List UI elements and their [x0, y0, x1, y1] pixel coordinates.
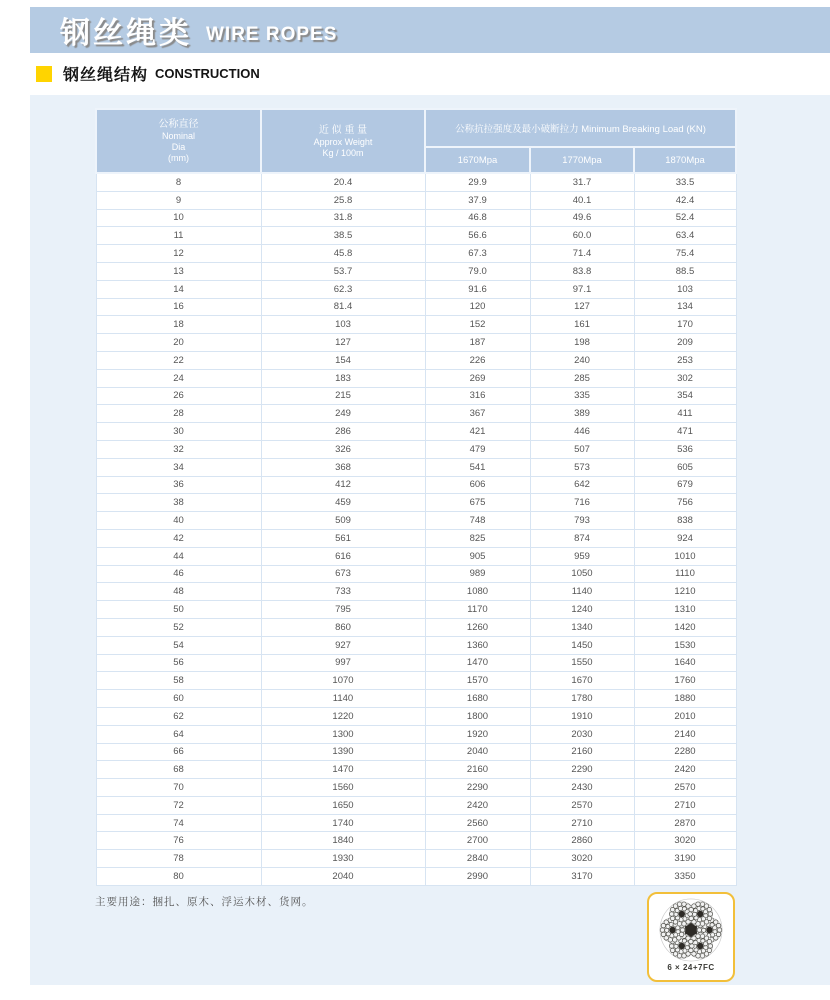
- header-nominal-dia-en2: Dia: [171, 142, 186, 152]
- table-cell: 45.8: [261, 245, 425, 263]
- table-cell: 30: [96, 423, 261, 441]
- table-cell: 3170: [530, 868, 634, 886]
- table-cell: 2710: [634, 796, 736, 814]
- table-cell: 269: [425, 369, 530, 387]
- table-cell: 675: [425, 494, 530, 512]
- table-cell: 1220: [261, 707, 425, 725]
- table-cell: 198: [530, 334, 634, 352]
- table-cell: 3190: [634, 850, 736, 868]
- table-row: [96, 707, 736, 725]
- table-cell: 34: [96, 458, 261, 476]
- table-cell: 11: [96, 227, 261, 245]
- table-cell: 573: [530, 458, 634, 476]
- table-cell: 40.1: [530, 191, 634, 209]
- table-row: [96, 868, 736, 886]
- table-row: [96, 387, 736, 405]
- table-row: [96, 796, 736, 814]
- table-cell: 42.4: [634, 191, 736, 209]
- table-cell: 209: [634, 334, 736, 352]
- table-cell: 53.7: [261, 262, 425, 280]
- page-banner: [30, 7, 830, 53]
- rope-cross-section-icon: [657, 897, 725, 963]
- table-cell: 673: [261, 565, 425, 583]
- table-cell: 795: [261, 601, 425, 619]
- table-cell: 642: [530, 476, 634, 494]
- table-cell: 411: [634, 405, 736, 423]
- table-row: [96, 743, 736, 761]
- table-cell: 44: [96, 547, 261, 565]
- header-approx-weight-en1: Approx Weight: [313, 136, 373, 147]
- header-1770mpa: 1770Mpa: [530, 147, 634, 173]
- table-cell: 2140: [634, 725, 736, 743]
- banner-title-en: WIRE ROPES: [206, 24, 338, 45]
- table-row: [96, 227, 736, 245]
- table-cell: 2030: [530, 725, 634, 743]
- table-cell: 97.1: [530, 280, 634, 298]
- table-cell: 679: [634, 476, 736, 494]
- table-cell: 33.5: [634, 173, 736, 191]
- table-cell: 3350: [634, 868, 736, 886]
- table-cell: 58: [96, 672, 261, 690]
- usage-note: 主要用途：捆扎、原木、浮运木材、货网。: [95, 896, 314, 908]
- table-row: [96, 832, 736, 850]
- table-cell: 60.0: [530, 227, 634, 245]
- table-cell: 1360: [425, 636, 530, 654]
- table-row: [96, 245, 736, 263]
- content-panel: [30, 95, 830, 985]
- table-cell: 48: [96, 583, 261, 601]
- table-row: [96, 654, 736, 672]
- table-cell: 1300: [261, 725, 425, 743]
- table-cell: 63.4: [634, 227, 736, 245]
- table-cell: 20: [96, 334, 261, 352]
- table-cell: 70: [96, 779, 261, 797]
- header-nominal-dia-zh: 公称直径: [158, 119, 199, 130]
- table-cell: 1010: [634, 547, 736, 565]
- table-cell: 2570: [530, 796, 634, 814]
- table-cell: 42: [96, 529, 261, 547]
- table-cell: 1070: [261, 672, 425, 690]
- table-cell: 924: [634, 529, 736, 547]
- section-heading: [36, 62, 260, 85]
- table-cell: 22: [96, 351, 261, 369]
- table-cell: 733: [261, 583, 425, 601]
- table-cell: 1450: [530, 636, 634, 654]
- table-row: [96, 316, 736, 334]
- table-cell: 1240: [530, 601, 634, 619]
- table-cell: 64: [96, 725, 261, 743]
- table-cell: 989: [425, 565, 530, 583]
- table-row: [96, 298, 736, 316]
- table-cell: 25.8: [261, 191, 425, 209]
- table-cell: 2290: [530, 761, 634, 779]
- table-cell: 2160: [425, 761, 530, 779]
- table-cell: 28: [96, 405, 261, 423]
- table-cell: 536: [634, 440, 736, 458]
- table-cell: 62: [96, 707, 261, 725]
- table-cell: 161: [530, 316, 634, 334]
- table-cell: 127: [530, 298, 634, 316]
- table-cell: 1930: [261, 850, 425, 868]
- table-row: [96, 512, 736, 530]
- table-cell: 215: [261, 387, 425, 405]
- table-cell: 78: [96, 850, 261, 868]
- table-cell: 2430: [530, 779, 634, 797]
- table-cell: 335: [530, 387, 634, 405]
- table-row: [96, 280, 736, 298]
- table-cell: 606: [425, 476, 530, 494]
- table-row: [96, 761, 736, 779]
- table-cell: 24: [96, 369, 261, 387]
- table-cell: 2420: [634, 761, 736, 779]
- table-cell: 20.4: [261, 173, 425, 191]
- table-cell: 8: [96, 173, 261, 191]
- table-cell: 716: [530, 494, 634, 512]
- table-cell: 1560: [261, 779, 425, 797]
- table-cell: 16: [96, 298, 261, 316]
- table-cell: 302: [634, 369, 736, 387]
- table-body: [96, 173, 736, 885]
- header-1670mpa: 1670Mpa: [425, 147, 530, 173]
- table-cell: 1210: [634, 583, 736, 601]
- yellow-bullet-icon: [36, 66, 52, 82]
- table-cell: 1390: [261, 743, 425, 761]
- table-cell: 253: [634, 351, 736, 369]
- table-cell: 2990: [425, 868, 530, 886]
- table-cell: 54: [96, 636, 261, 654]
- header-approx-weight-en2: Kg / 100m: [322, 147, 364, 158]
- table-cell: 187: [425, 334, 530, 352]
- table-cell: 40: [96, 512, 261, 530]
- rope-construction-label: 6 × 24+7FC: [667, 963, 715, 972]
- table-cell: 1530: [634, 636, 736, 654]
- banner-title-zh: 钢丝绳类: [60, 17, 192, 50]
- table-cell: 326: [261, 440, 425, 458]
- header-nominal-dia-en3: (mm): [168, 153, 189, 163]
- table-cell: 66: [96, 743, 261, 761]
- table-cell: 507: [530, 440, 634, 458]
- table-cell: 46.8: [425, 209, 530, 227]
- table-row: [96, 565, 736, 583]
- table-cell: 2280: [634, 743, 736, 761]
- table-row: [96, 209, 736, 227]
- table-row: [96, 601, 736, 619]
- table-cell: 170: [634, 316, 736, 334]
- table-cell: 46: [96, 565, 261, 583]
- table-cell: 412: [261, 476, 425, 494]
- table-cell: 1170: [425, 601, 530, 619]
- table-cell: 26: [96, 387, 261, 405]
- table-cell: 927: [261, 636, 425, 654]
- table-row: [96, 369, 736, 387]
- table-row: [96, 636, 736, 654]
- rope-cross-section-box: [647, 892, 735, 982]
- table-cell: 152: [425, 316, 530, 334]
- table-row: [96, 672, 736, 690]
- table-cell: 446: [530, 423, 634, 441]
- table-row: [96, 690, 736, 708]
- table-cell: 9: [96, 191, 261, 209]
- table-cell: 1550: [530, 654, 634, 672]
- table-cell: 240: [530, 351, 634, 369]
- table-cell: 1420: [634, 618, 736, 636]
- table-cell: 997: [261, 654, 425, 672]
- table-cell: 1800: [425, 707, 530, 725]
- table-cell: 3020: [530, 850, 634, 868]
- table-cell: 91.6: [425, 280, 530, 298]
- table-cell: 10: [96, 209, 261, 227]
- table-cell: 285: [530, 369, 634, 387]
- table-cell: 2290: [425, 779, 530, 797]
- table-cell: 1910: [530, 707, 634, 725]
- table-cell: 74: [96, 814, 261, 832]
- table-cell: 88.5: [634, 262, 736, 280]
- table-cell: 1470: [425, 654, 530, 672]
- table-row: [96, 850, 736, 868]
- table-cell: 2870: [634, 814, 736, 832]
- table-cell: 2840: [425, 850, 530, 868]
- table-row: [96, 334, 736, 352]
- section-title-zh: 钢丝绳结构: [63, 67, 149, 84]
- table-cell: 13: [96, 262, 261, 280]
- table-cell: 1310: [634, 601, 736, 619]
- table-cell: 62.3: [261, 280, 425, 298]
- table-cell: 37.9: [425, 191, 530, 209]
- table-row: [96, 618, 736, 636]
- table-row: [96, 583, 736, 601]
- table-cell: 561: [261, 529, 425, 547]
- table-cell: 421: [425, 423, 530, 441]
- table-cell: 1470: [261, 761, 425, 779]
- table-cell: 31.8: [261, 209, 425, 227]
- table-cell: 354: [634, 387, 736, 405]
- table-cell: 616: [261, 547, 425, 565]
- table-cell: 1740: [261, 814, 425, 832]
- table-cell: 49.6: [530, 209, 634, 227]
- table-cell: 1260: [425, 618, 530, 636]
- table-cell: 134: [634, 298, 736, 316]
- table-cell: 38: [96, 494, 261, 512]
- table-row: [96, 405, 736, 423]
- table-row: [96, 458, 736, 476]
- table-cell: 2560: [425, 814, 530, 832]
- table-cell: 1340: [530, 618, 634, 636]
- table-row: [96, 814, 736, 832]
- table-row: [96, 173, 736, 191]
- table-cell: 81.4: [261, 298, 425, 316]
- table-cell: 509: [261, 512, 425, 530]
- spec-table: [95, 108, 737, 886]
- table-cell: 60: [96, 690, 261, 708]
- spec-table-head: [96, 109, 736, 173]
- table-row: [96, 725, 736, 743]
- table-cell: 605: [634, 458, 736, 476]
- header-breaking-load-group: 公称抗拉强度及最小破断拉力 Minimum Breaking Load (KN): [425, 109, 736, 147]
- table-cell: 2420: [425, 796, 530, 814]
- table-cell: 389: [530, 405, 634, 423]
- table-cell: 76: [96, 832, 261, 850]
- header-approx-weight: [261, 109, 425, 173]
- table-cell: 1780: [530, 690, 634, 708]
- table-cell: 1760: [634, 672, 736, 690]
- table-cell: 14: [96, 280, 261, 298]
- header-approx-weight-zh: 近 似 重 量: [318, 124, 368, 136]
- table-cell: 367: [425, 405, 530, 423]
- table-cell: 479: [425, 440, 530, 458]
- table-row: [96, 547, 736, 565]
- table-cell: 36: [96, 476, 261, 494]
- table-cell: 103: [261, 316, 425, 334]
- table-cell: 154: [261, 351, 425, 369]
- table-cell: 249: [261, 405, 425, 423]
- table-cell: 226: [425, 351, 530, 369]
- table-cell: 860: [261, 618, 425, 636]
- table-cell: 1570: [425, 672, 530, 690]
- table-cell: 1680: [425, 690, 530, 708]
- table-cell: 2010: [634, 707, 736, 725]
- table-row: [96, 529, 736, 547]
- table-cell: 959: [530, 547, 634, 565]
- table-cell: 83.8: [530, 262, 634, 280]
- table-row: [96, 494, 736, 512]
- table-cell: 2860: [530, 832, 634, 850]
- table-cell: 286: [261, 423, 425, 441]
- section-title-en: CONSTRUCTION: [155, 66, 260, 81]
- table-row: [96, 440, 736, 458]
- table-cell: 2700: [425, 832, 530, 850]
- table-row: [96, 476, 736, 494]
- table-cell: 31.7: [530, 173, 634, 191]
- table-cell: 103: [634, 280, 736, 298]
- table-cell: 368: [261, 458, 425, 476]
- table-cell: 50: [96, 601, 261, 619]
- table-cell: 1140: [530, 583, 634, 601]
- table-cell: 71.4: [530, 245, 634, 263]
- table-cell: 80: [96, 868, 261, 886]
- table-cell: 471: [634, 423, 736, 441]
- header-nominal-dia-en1: Nominal: [161, 131, 195, 141]
- table-cell: 1640: [634, 654, 736, 672]
- table-cell: 52.4: [634, 209, 736, 227]
- table-cell: 793: [530, 512, 634, 530]
- table-cell: 3020: [634, 832, 736, 850]
- table-cell: 56.6: [425, 227, 530, 245]
- table-cell: 459: [261, 494, 425, 512]
- table-cell: 2160: [530, 743, 634, 761]
- table-cell: 2040: [425, 743, 530, 761]
- table-cell: 1140: [261, 690, 425, 708]
- table-cell: 68: [96, 761, 261, 779]
- table-cell: 825: [425, 529, 530, 547]
- table-cell: 874: [530, 529, 634, 547]
- table-cell: 52: [96, 618, 261, 636]
- table-cell: 905: [425, 547, 530, 565]
- table-row: [96, 423, 736, 441]
- table-cell: 748: [425, 512, 530, 530]
- table-cell: 1880: [634, 690, 736, 708]
- table-cell: 2710: [530, 814, 634, 832]
- table-cell: 1650: [261, 796, 425, 814]
- table-cell: 2040: [261, 868, 425, 886]
- table-cell: 541: [425, 458, 530, 476]
- table-row: [96, 779, 736, 797]
- table-cell: 32: [96, 440, 261, 458]
- header-1870mpa: 1870Mpa: [634, 147, 736, 173]
- table-cell: 1110: [634, 565, 736, 583]
- table-cell: 56: [96, 654, 261, 672]
- table-row: [96, 191, 736, 209]
- table-cell: 1050: [530, 565, 634, 583]
- table-cell: 1080: [425, 583, 530, 601]
- table-cell: 75.4: [634, 245, 736, 263]
- table-cell: 120: [425, 298, 530, 316]
- table-cell: 127: [261, 334, 425, 352]
- table-cell: 183: [261, 369, 425, 387]
- table-cell: 18: [96, 316, 261, 334]
- table-cell: 72: [96, 796, 261, 814]
- table-cell: 838: [634, 512, 736, 530]
- table-cell: 316: [425, 387, 530, 405]
- table-cell: 1920: [425, 725, 530, 743]
- table-cell: 38.5: [261, 227, 425, 245]
- table-cell: 1670: [530, 672, 634, 690]
- table-cell: 756: [634, 494, 736, 512]
- header-nominal-dia: [96, 109, 261, 173]
- table-cell: 79.0: [425, 262, 530, 280]
- table-cell: 12: [96, 245, 261, 263]
- table-cell: 2570: [634, 779, 736, 797]
- table-row: [96, 262, 736, 280]
- table-row: [96, 351, 736, 369]
- table-cell: 67.3: [425, 245, 530, 263]
- table-cell: 1840: [261, 832, 425, 850]
- table-cell: 29.9: [425, 173, 530, 191]
